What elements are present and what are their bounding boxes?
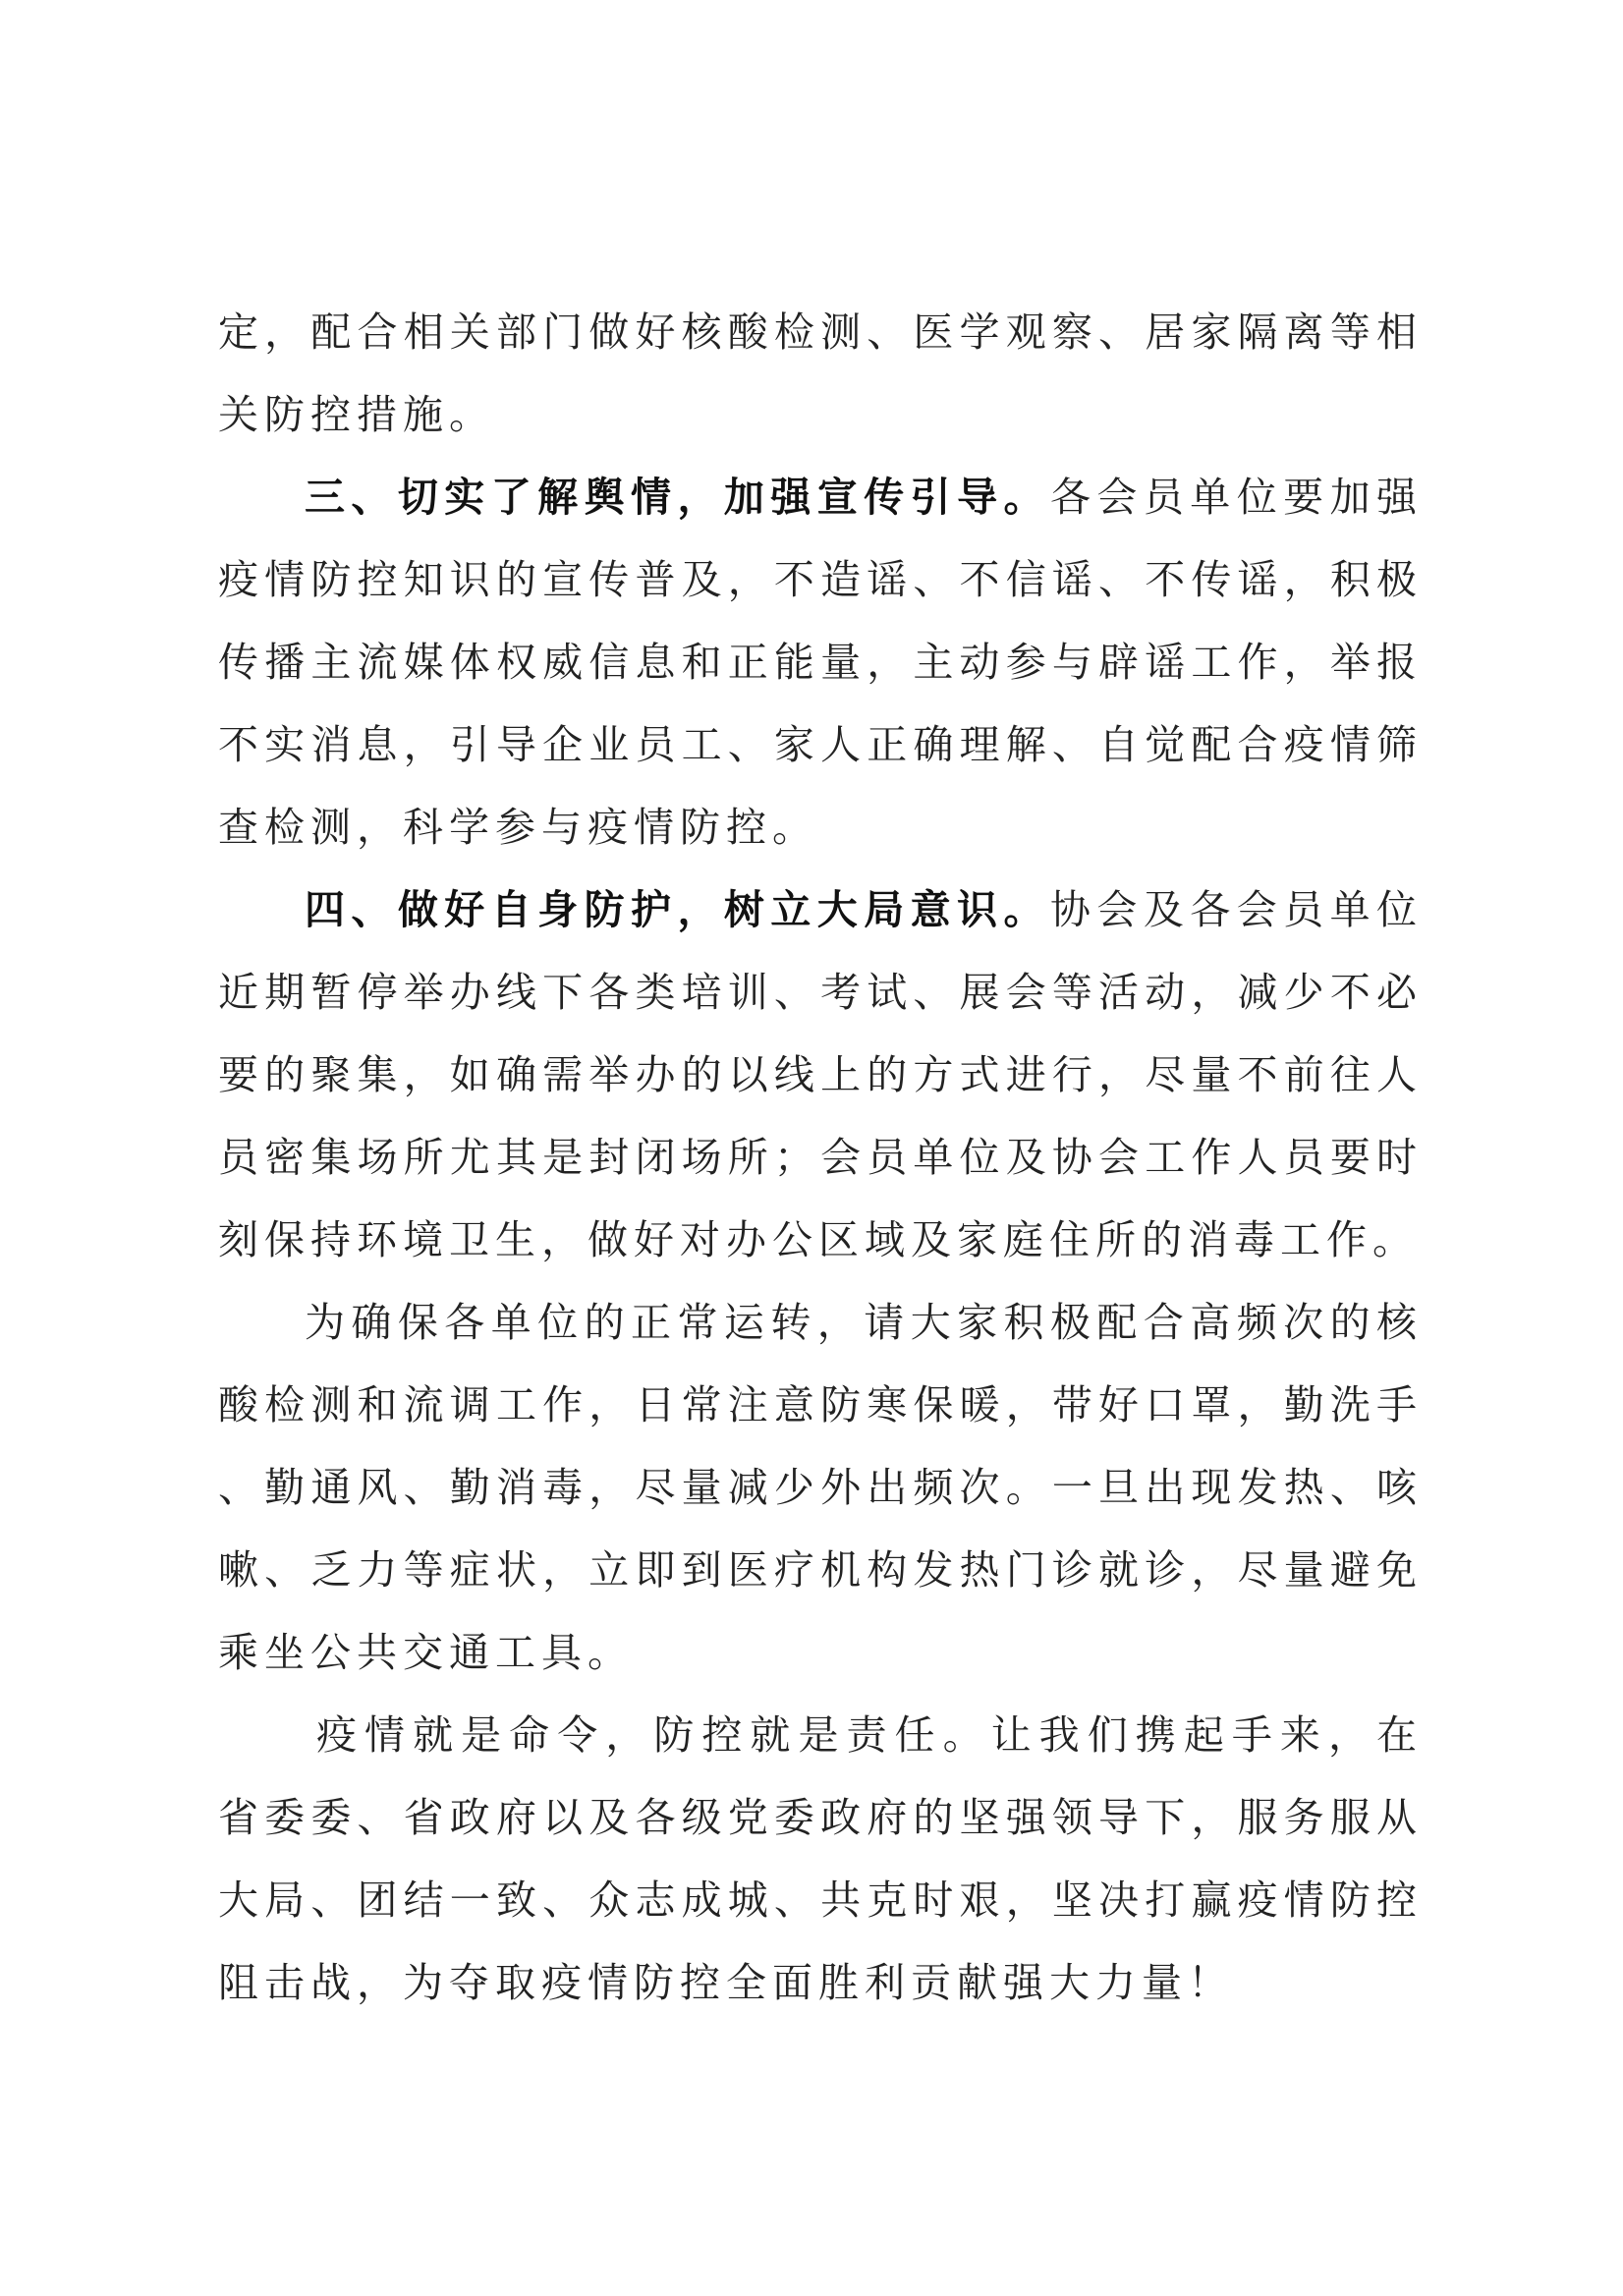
paragraph-text: 疫情就是命令，防控就是责任。让我们携起手来，在省委委、省政府以及各级党委政府的坚强领导下，服务服从大局、团结一致、众志成城、共克时艰，坚决打赢疫情防控阻击战，为夺取疫情防控全面胜利贡献强大力量！ — [218, 1711, 1423, 2006]
paragraph-section-four — [218, 868, 1423, 1281]
paragraph-closing — [218, 1694, 1423, 2024]
paragraph-continuation — [218, 291, 1423, 456]
paragraph-text: 定，配合相关部门做好核酸检测、医学观察、居家隔离等相关防控措施。 — [218, 308, 1423, 438]
paragraph-section-three — [218, 456, 1423, 868]
paragraph-notice — [218, 1281, 1423, 1694]
paragraph-text: 各会员单位要加强疫情防控知识的宣传普及，不造谣、不信谣、不传谣，积极传播主流媒体权威信息和正能量，主动参与辟谣工作，举报不实消息，引导企业员工、家人正确理解、自觉配合疫情筛查检测，科学参与疫情防控。 — [218, 474, 1424, 851]
paragraph-text: 为确保各单位的正常运转，请大家积极配合高频次的核酸检测和流调工作，日常注意防寒保暖，带好口罩，勤洗手、勤通风、勤消毒，尽量减少外出频次。一旦出现发热、咳嗽、乏力等症状，立即到医疗机构发热门诊就诊，尽量避免乘坐公共交通工具。 — [218, 1299, 1423, 1676]
section-heading-three: 三、切实了解舆情，加强宣传引导。 — [305, 474, 1050, 521]
document-body — [218, 291, 1423, 2024]
section-heading-four: 四、做好自身防护，树立大局意识。 — [305, 886, 1050, 933]
paragraph-text: 协会及各会员单位近期暂停举办线下各类培训、考试、展会等活动，减少不必要的聚集，如确需举办的以线上的方式进行，尽量不前往人员密集场所尤其是封闭场所；会员单位及协会工作人员要时刻保持环境卫生，做好对办公区域及家庭住所的消毒工作。 — [218, 886, 1424, 1263]
